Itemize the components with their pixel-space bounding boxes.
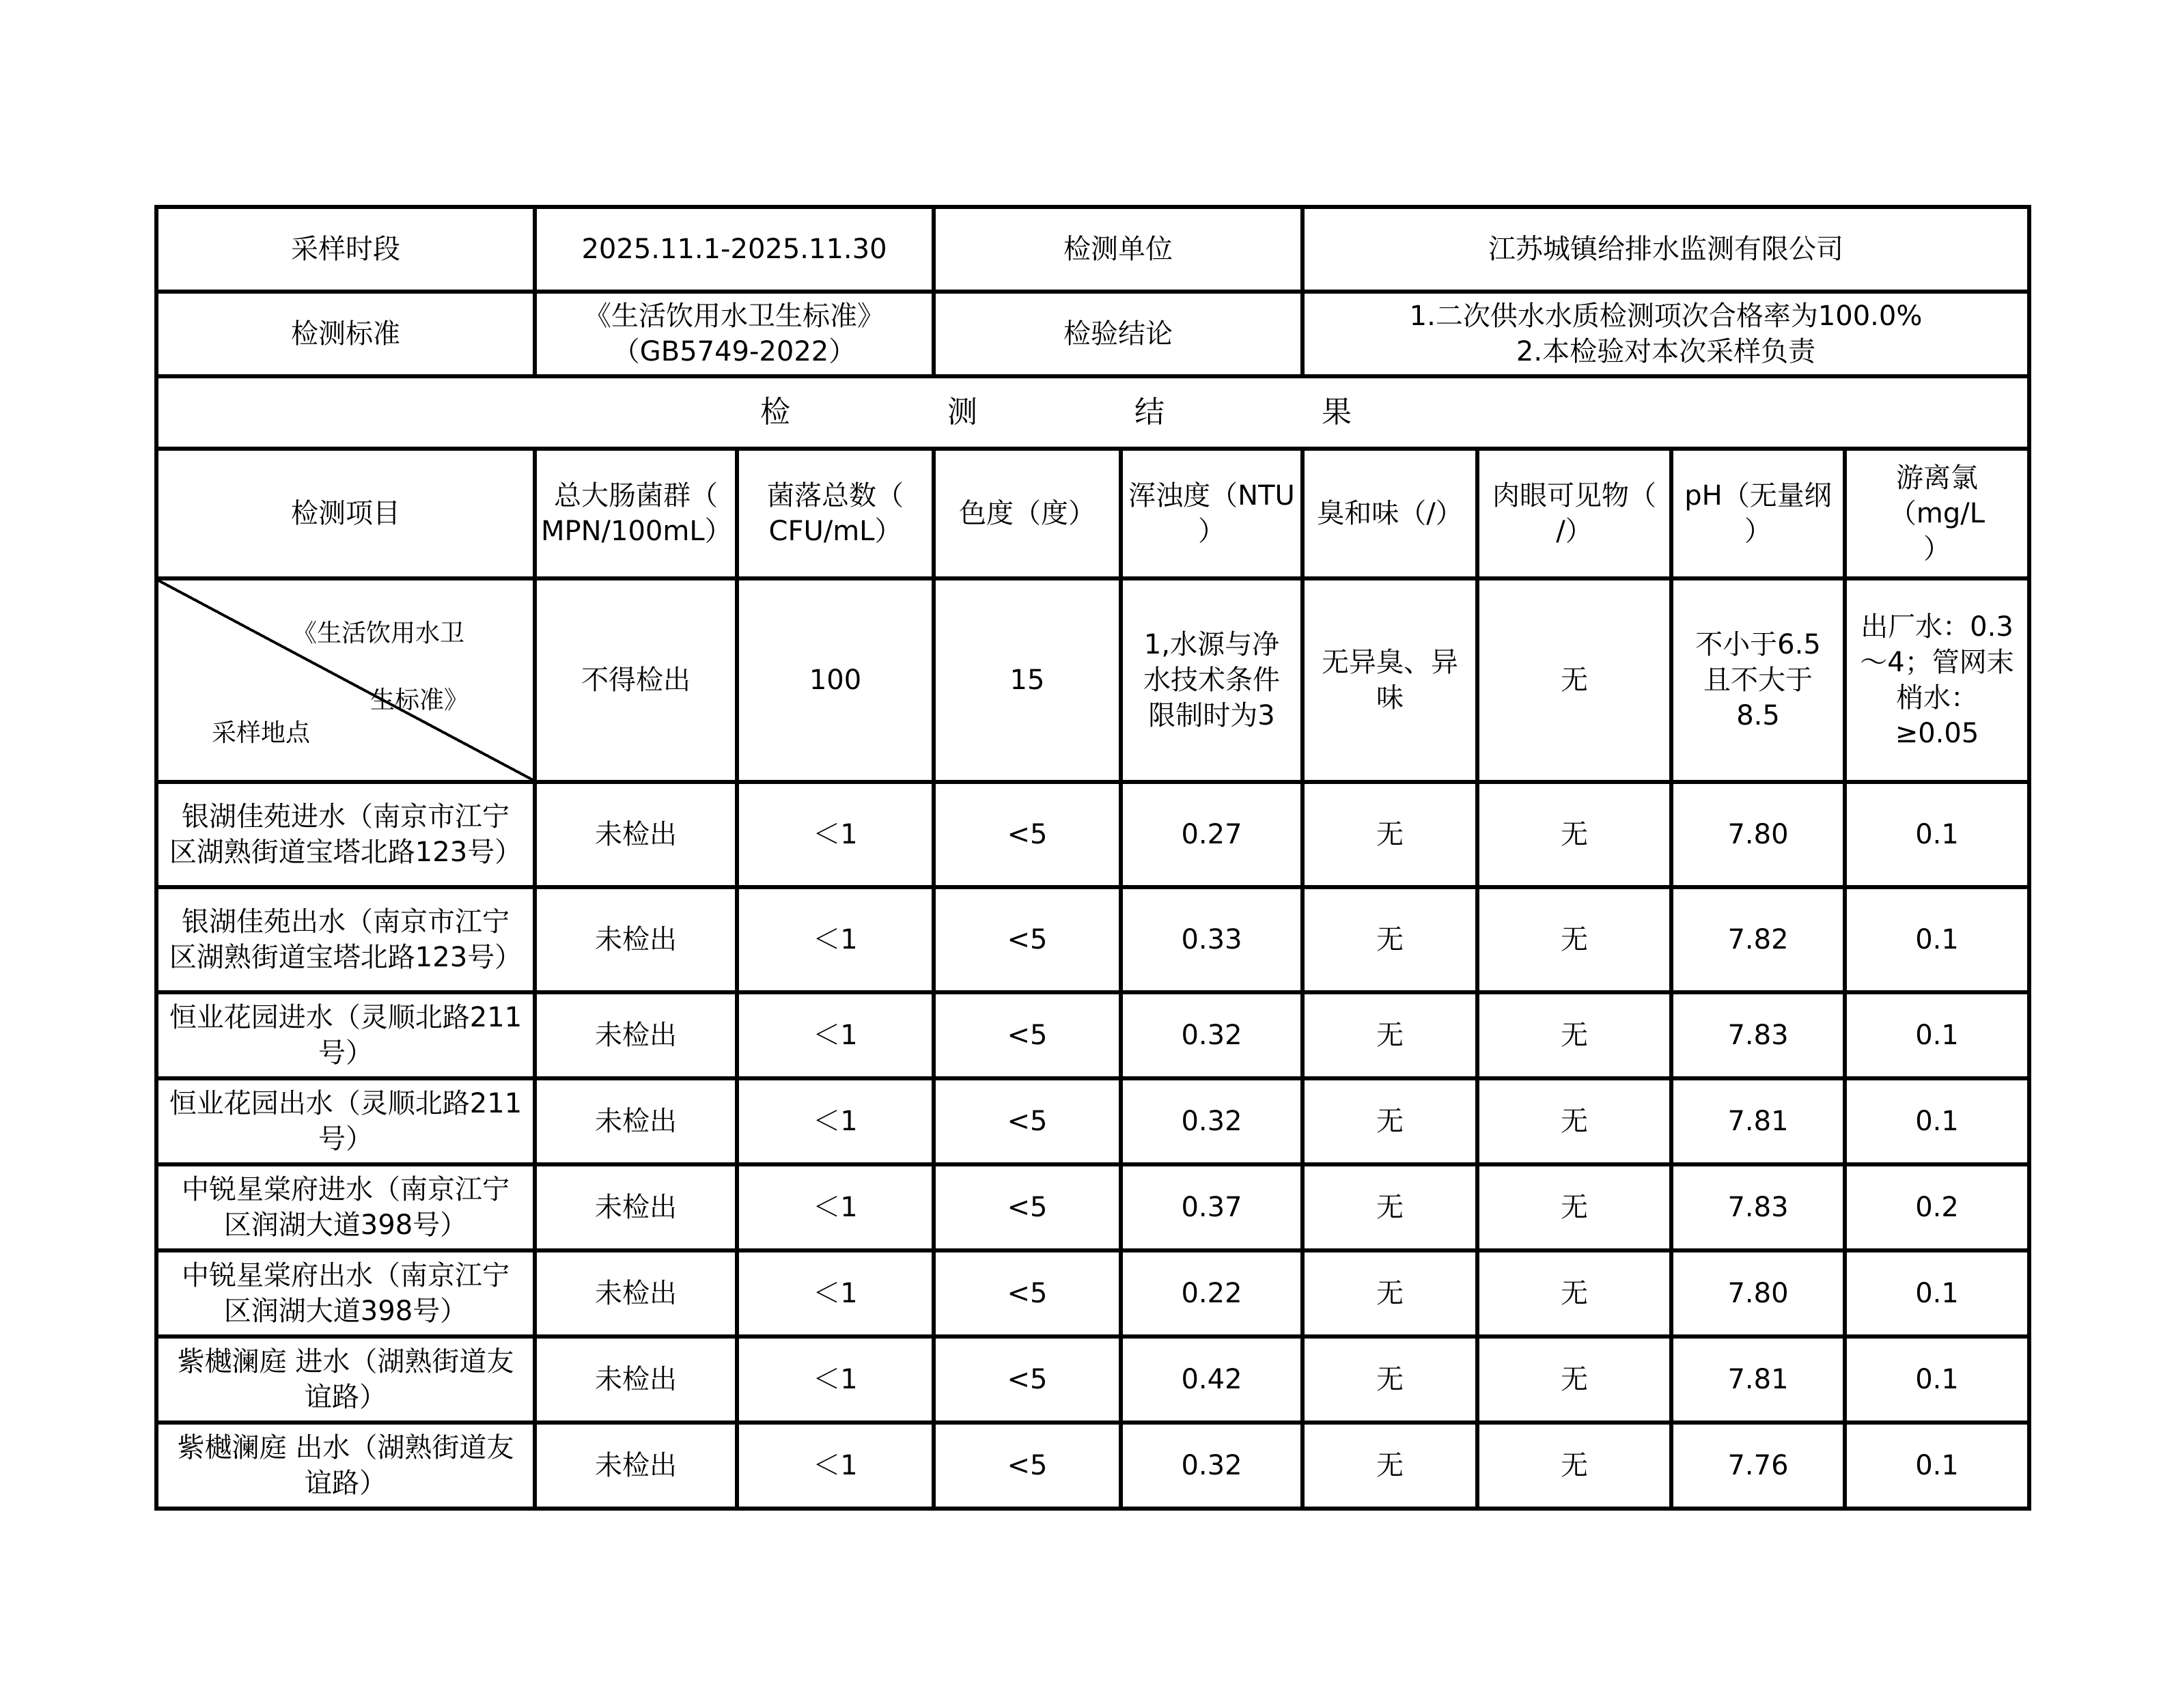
- diag-standard-line1: 《生活饮用水卫: [292, 619, 465, 647]
- result-colony: ＜1: [737, 1078, 934, 1164]
- standard-limits-row: [156, 578, 2029, 782]
- diag-location-label: 采样地点: [212, 719, 311, 747]
- sampling-location-line: 区湖熟街道宝塔北路123号）: [169, 942, 522, 973]
- sampling-location: [156, 887, 535, 992]
- result-coliform: 未检出: [535, 1250, 737, 1336]
- results-title-text: 检 测 结 果: [760, 394, 1425, 430]
- result-ph: 7.81: [1671, 1078, 1845, 1164]
- standard-value-line1: 《生活饮用水卫生标准》: [584, 300, 884, 332]
- sampling-location: [156, 992, 535, 1078]
- result-odor: 无: [1302, 782, 1477, 887]
- result-turbidity: 0.27: [1121, 782, 1302, 887]
- limit-coliform: 不得检出: [535, 578, 737, 782]
- result-visible: 无: [1477, 1164, 1671, 1250]
- result-odor: 无: [1302, 1078, 1477, 1164]
- sampling-location-line: 紫樾澜庭 出水（湖熟街道友: [177, 1432, 514, 1464]
- result-coliform: 未检出: [535, 992, 737, 1078]
- standard-value: [535, 292, 934, 376]
- result-chlorine: 0.1: [1845, 782, 2029, 887]
- result-visible: 无: [1477, 992, 1671, 1078]
- result-ph: 7.81: [1671, 1336, 1845, 1423]
- result-turbidity: 0.37: [1121, 1164, 1302, 1250]
- sampling-location: [156, 782, 535, 887]
- result-color: <5: [934, 782, 1121, 887]
- sampling-location-line: 恒业花园出水（灵顺北路211: [169, 1088, 522, 1119]
- sampling-location-line: 银湖佳苑进水（南京市江宁: [182, 801, 510, 832]
- column-header-row: [156, 449, 2029, 578]
- result-coliform: 未检出: [535, 782, 737, 887]
- result-color: <5: [934, 1336, 1121, 1423]
- result-ph: 7.80: [1671, 1250, 1845, 1336]
- result-colony: ＜1: [737, 782, 934, 887]
- limit-chlorine: 出厂水：0.3 ～4；管网末 梢水： ≥0.05: [1845, 578, 2029, 782]
- sampling-location-line: 区润湖大道398号）: [223, 1209, 468, 1241]
- result-color: <5: [934, 887, 1121, 992]
- result-visible: 无: [1477, 1078, 1671, 1164]
- result-turbidity: 0.32: [1121, 992, 1302, 1078]
- result-ph: 7.83: [1671, 1164, 1845, 1250]
- result-chlorine: 0.1: [1845, 1423, 2029, 1509]
- period-label: 采样时段: [156, 207, 535, 292]
- result-visible: 无: [1477, 887, 1671, 992]
- header-row-period: [156, 207, 2029, 292]
- result-odor: 无: [1302, 1423, 1477, 1509]
- sampling-location: [156, 1336, 535, 1423]
- standard-label: 检测标准: [156, 292, 535, 376]
- result-ph: 7.76: [1671, 1423, 1845, 1509]
- result-odor: 无: [1302, 1164, 1477, 1250]
- result-colony: ＜1: [737, 1164, 934, 1250]
- result-visible: 无: [1477, 1250, 1671, 1336]
- col-item-label: 检测项目: [156, 449, 535, 578]
- table-row: [156, 887, 2029, 992]
- sampling-location-line: 区湖熟街道宝塔北路123号）: [169, 837, 522, 868]
- col-visible: 肉眼可见物（ /）: [1477, 449, 1671, 578]
- diag-standard-line2: 生标准》: [370, 686, 469, 714]
- result-coliform: 未检出: [535, 1164, 737, 1250]
- sampling-location-line: 恒业花园进水（灵顺北路211: [169, 1002, 522, 1033]
- result-coliform: 未检出: [535, 1078, 737, 1164]
- col-turbidity: 浑浊度（NTU ）: [1121, 449, 1302, 578]
- sampling-location-line: 中锐星棠府出水（南京江宁: [182, 1260, 510, 1291]
- result-visible: 无: [1477, 782, 1671, 887]
- result-odor: 无: [1302, 887, 1477, 992]
- sampling-location-line: 号）: [318, 1123, 373, 1155]
- result-ph: 7.80: [1671, 782, 1845, 887]
- unit-label: 检测单位: [934, 207, 1302, 292]
- limit-ph: 不小于6.5 且不大于 8.5: [1671, 578, 1845, 782]
- limit-odor: 无异臭、异 味: [1302, 578, 1477, 782]
- result-color: <5: [934, 1164, 1121, 1250]
- sampling-location-line: 区润湖大道398号）: [223, 1296, 468, 1327]
- result-turbidity: 0.32: [1121, 1423, 1302, 1509]
- col-odor: 臭和味（/）: [1302, 449, 1477, 578]
- results-title-row: [156, 376, 2029, 449]
- result-turbidity: 0.22: [1121, 1250, 1302, 1336]
- limit-colony: 100: [737, 578, 934, 782]
- sampling-location-line: 号）: [318, 1037, 373, 1069]
- table-row: [156, 992, 2029, 1078]
- result-color: <5: [934, 1078, 1121, 1164]
- col-ph: pH（无量纲 ）: [1671, 449, 1845, 578]
- result-color: <5: [934, 1423, 1121, 1509]
- result-visible: 无: [1477, 1423, 1671, 1509]
- unit-value: 江苏城镇给排水监测有限公司: [1302, 207, 2029, 292]
- table-row: [156, 1336, 2029, 1423]
- result-colony: ＜1: [737, 992, 934, 1078]
- result-turbidity: 0.42: [1121, 1336, 1302, 1423]
- table-row: [156, 1164, 2029, 1250]
- result-chlorine: 0.1: [1845, 992, 2029, 1078]
- result-chlorine: 0.1: [1845, 1250, 2029, 1336]
- result-turbidity: 0.32: [1121, 1078, 1302, 1164]
- conclusion-line2: 2.本检验对本次采样负责: [1516, 336, 1816, 367]
- sampling-location-line: 中锐星棠府进水（南京江宁: [182, 1174, 510, 1205]
- sampling-location-line: 谊路）: [305, 1468, 387, 1499]
- result-odor: 无: [1302, 992, 1477, 1078]
- result-coliform: 未检出: [535, 1423, 737, 1509]
- water-quality-report-table: [154, 205, 2031, 1511]
- table-row: [156, 782, 2029, 887]
- limit-color: 15: [934, 578, 1121, 782]
- result-visible: 无: [1477, 1336, 1671, 1423]
- sampling-location-line: 银湖佳苑出水（南京市江宁: [182, 906, 510, 938]
- sampling-location-line: 紫樾澜庭 进水（湖熟街道友: [177, 1346, 514, 1377]
- col-colony: 菌落总数（ CFU/mL）: [737, 449, 934, 578]
- result-colony: ＜1: [737, 1423, 934, 1509]
- result-colony: ＜1: [737, 1250, 934, 1336]
- sampling-location: [156, 1078, 535, 1164]
- results-title: [156, 376, 2029, 449]
- result-odor: 无: [1302, 1336, 1477, 1423]
- result-ph: 7.83: [1671, 992, 1845, 1078]
- conclusion-label: 检验结论: [934, 292, 1302, 376]
- table-row: [156, 1250, 2029, 1336]
- sampling-location: [156, 1423, 535, 1509]
- result-color: <5: [934, 1250, 1121, 1336]
- conclusion-line1: 1.二次供水水质检测项次合格率为100.0%: [1409, 300, 1923, 332]
- result-coliform: 未检出: [535, 1336, 737, 1423]
- sampling-location: [156, 1250, 535, 1336]
- result-chlorine: 0.1: [1845, 887, 2029, 992]
- result-odor: 无: [1302, 1250, 1477, 1336]
- conclusion-value: [1302, 292, 2029, 376]
- col-color: 色度（度）: [934, 449, 1121, 578]
- limit-visible: 无: [1477, 578, 1671, 782]
- result-chlorine: 0.1: [1845, 1336, 2029, 1423]
- result-chlorine: 0.2: [1845, 1164, 2029, 1250]
- result-color: <5: [934, 992, 1121, 1078]
- result-ph: 7.82: [1671, 887, 1845, 992]
- table-row: [156, 1423, 2029, 1509]
- col-chlorine: 游离氯（mg/L ）: [1845, 449, 2029, 578]
- diagonal-header-cell: [156, 578, 535, 782]
- header-row-standard: [156, 292, 2029, 376]
- table-row: [156, 1078, 2029, 1164]
- result-turbidity: 0.33: [1121, 887, 1302, 992]
- sampling-location-line: 谊路）: [305, 1382, 387, 1413]
- standard-value-line2: （GB5749-2022）: [612, 336, 856, 367]
- period-value: 2025.11.1-2025.11.30: [535, 207, 934, 292]
- result-coliform: 未检出: [535, 887, 737, 992]
- col-coliform: 总大肠菌群（ MPN/100mL）: [535, 449, 737, 578]
- limit-turbidity: 1,水源与净 水技术条件 限制时为3: [1121, 578, 1302, 782]
- result-chlorine: 0.1: [1845, 1078, 2029, 1164]
- result-colony: ＜1: [737, 1336, 934, 1423]
- result-colony: ＜1: [737, 887, 934, 992]
- sampling-location: [156, 1164, 535, 1250]
